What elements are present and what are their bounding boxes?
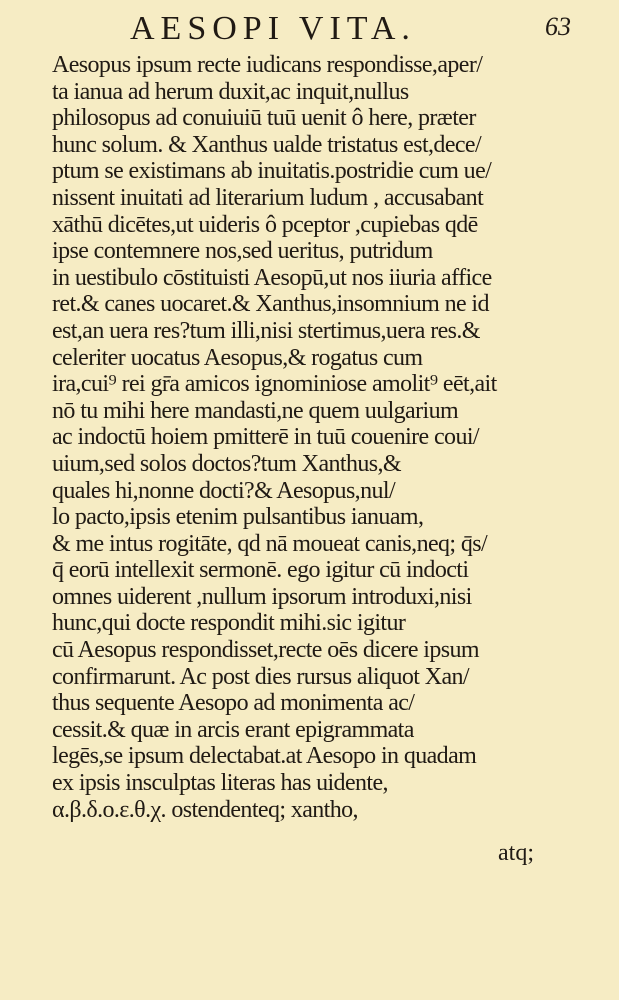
text-line: ex ipsis insculptas literas has uidente,	[52, 770, 388, 797]
text-line: α.β.δ.ο.ε.θ.χ. ostendenteq; xantho,	[52, 796, 358, 823]
running-head: AESOPI VITA.	[130, 10, 416, 47]
text-line: ira,cui⁹ rei gr̄a amicos ignominiose amolit⁹ eēt,ait	[52, 371, 497, 398]
text-line: ta ianua ad herum duxit,ac inquit,nullus	[52, 78, 409, 105]
text-line: ipse contemnere nos,sed ueritus, putridum	[52, 238, 433, 265]
text-line: est,an uera res?tum illi,nisi stertimus,uera res.&	[52, 317, 480, 344]
text-line: ret.& canes uocaret.& Xanthus,insomnium ne id	[52, 291, 489, 318]
text-line: nissent inuitati ad literarium ludum , accusabant	[52, 184, 484, 211]
text-line: celeriter uocatus Aesopus,& rogatus cum	[52, 344, 423, 371]
page-number: 63	[545, 12, 571, 41]
text-line: quales hi,nonne docti?& Aesopus,nul/	[52, 477, 396, 504]
text-line: ac indoctū hoiem pmitterē in tuū couenire coui/	[52, 424, 479, 451]
body-text	[52, 52, 572, 823]
text-line: hunc,qui docte respondit mihi.sic igitur	[52, 610, 406, 637]
text-line: thus sequente Aesopo ad monimenta ac/	[52, 690, 415, 717]
text-line: ptum se existimans ab inuitatis.postridie cum ue/	[52, 158, 492, 185]
text-line: nō tu mihi here mandasti,ne quem uulgarium	[52, 397, 459, 424]
catchword: atq;	[498, 840, 534, 866]
text-line: & me intus rogitāte, qd nā moueat canis,neq; q̄s/	[52, 530, 488, 557]
text-line: Aesopus ipsum recte iudicans respondisse,aper/	[52, 52, 483, 78]
text-line: legēs,se ipsum delectabat.at Aesopo in quadam	[52, 743, 477, 770]
text-line: philosopus ad conuiuiū tuū uenit ô here, præter	[52, 105, 476, 132]
text-line: xāthū dicētes,ut uideris ô pceptor ,cupiebas qdē	[52, 211, 478, 238]
text-line: confirmarunt. Ac post dies rursus aliquot Xan/	[52, 663, 469, 690]
page-header	[0, 8, 619, 48]
text-line: q̄ eorū intellexit sermonē. ego igitur cū indocti	[52, 557, 469, 584]
text-line: uium,sed solos doctos?tum Xanthus,&	[52, 450, 401, 477]
text-line: cessit.& quæ in arcis erant epigrammata	[52, 716, 414, 743]
text-line: cū Aesopus respondisset,recte oēs dicere ipsum	[52, 637, 479, 664]
text-line: in uestibulo cōstituisti Aesopū,ut nos iiuria affice	[52, 264, 492, 291]
text-line: lo pacto,ipsis etenim pulsantibus ianuam,	[52, 504, 424, 531]
text-line: hunc solum. & Xanthus ualde tristatus est,dece/	[52, 131, 482, 158]
text-line: omnes uiderent ,nullum ipsorum introduxi,nisi	[52, 583, 472, 610]
